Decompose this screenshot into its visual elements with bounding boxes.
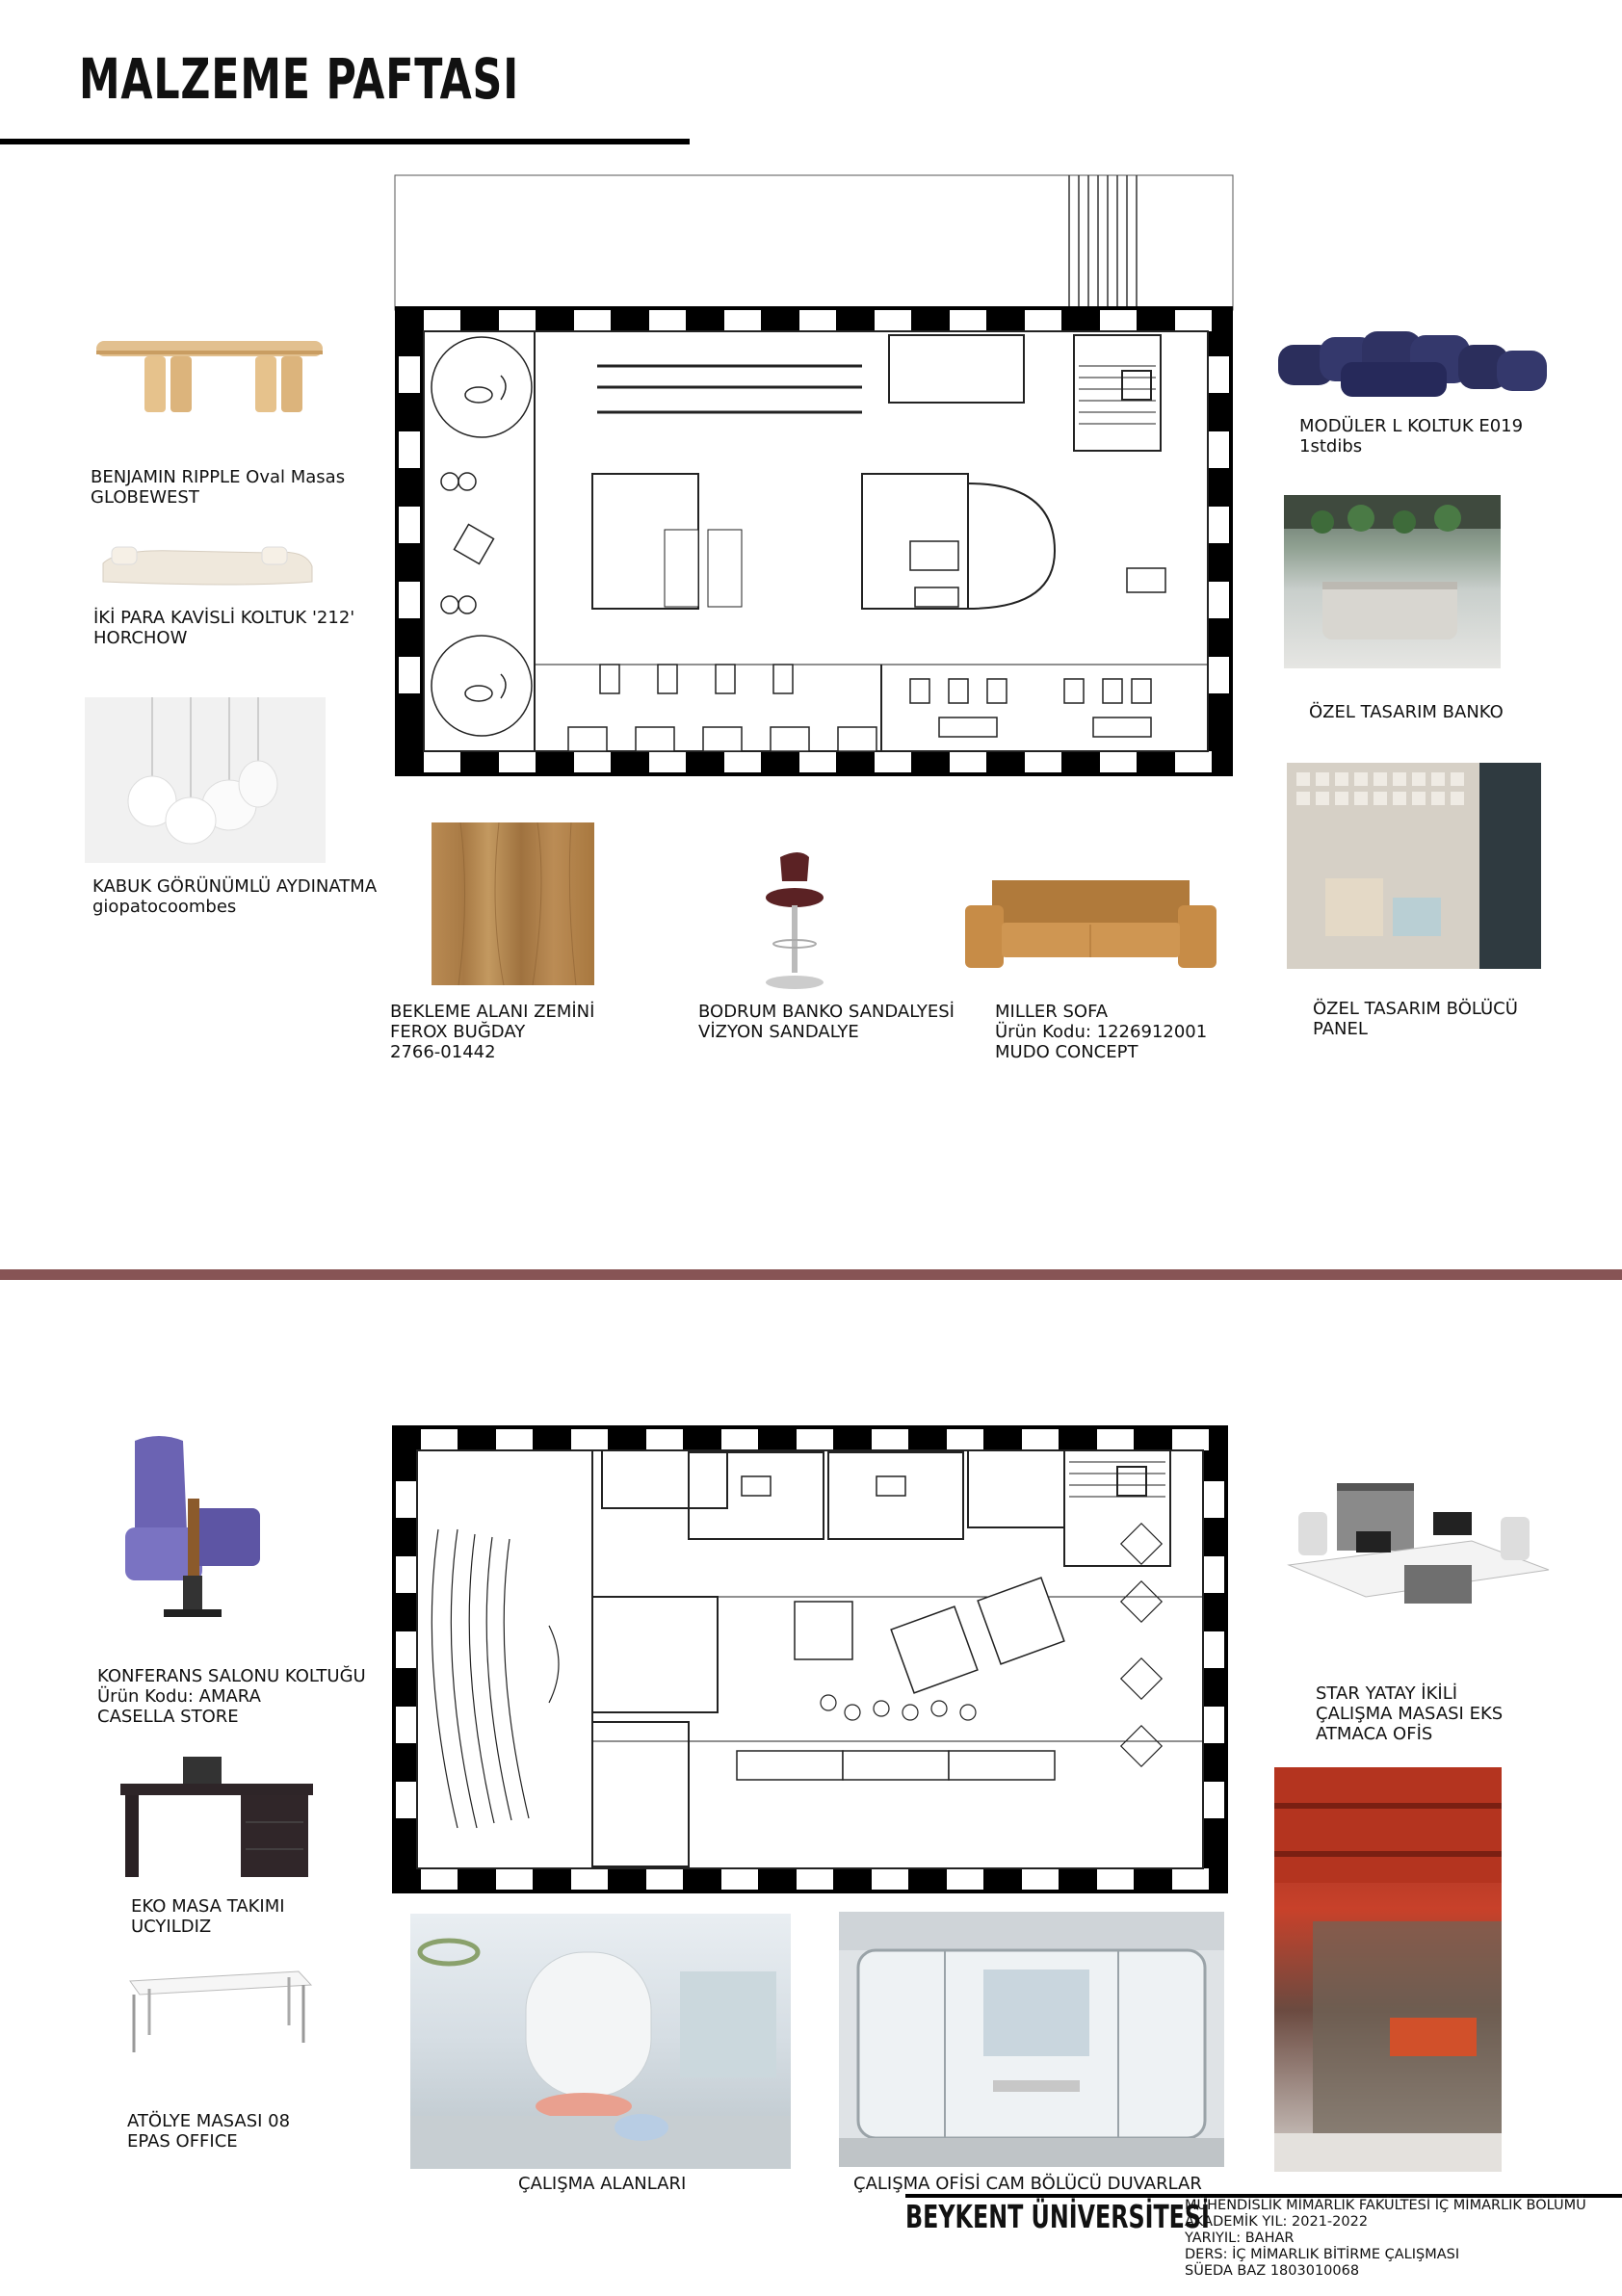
caption-aydinlatma: KABUK GÖRÜNÜMLÜ AYDINATMA giopatocoombes	[92, 876, 378, 917]
caption-benjamin: BENJAMIN RIPPLE Oval Masas GLOBEWEST	[91, 467, 346, 508]
caption-eko: EKO MASA TAKIMI UCYILDIZ	[131, 1896, 285, 1937]
conference-chair-icon	[116, 1431, 275, 1624]
footer-line: MÜHENDİSLİK MİMARLIK FAKÜLTESİ İÇ MİMARLIK BÖLÜMÜ	[1185, 2198, 1586, 2213]
footer-info	[1185, 2198, 1586, 2280]
section-divider	[0, 1269, 1622, 1280]
oval-table-icon	[92, 329, 327, 414]
caption-panel: ÖZEL TASARIM BÖLÜCÜ PANEL	[1313, 999, 1518, 1039]
workspace-photo-icon	[410, 1914, 791, 2169]
footer-line: SÜEDA BAZ 1803010068	[1185, 2263, 1360, 2279]
pendant-light-icon	[85, 697, 326, 863]
modular-sofa-icon	[1273, 327, 1553, 404]
sofa-icon	[963, 876, 1218, 973]
footer-line: AKADEMİK YIL: 2021-2022	[1185, 2214, 1369, 2230]
footer-line: DERS: İÇ MİMARLIK BİTİRME ÇALIŞMASI	[1185, 2247, 1460, 2262]
caption-atolye: ATÖLYE MASASI 08 EPAS OFFICE	[127, 2111, 291, 2152]
title-underline	[0, 139, 690, 144]
red-office-photo-icon	[1274, 1767, 1502, 2172]
ground-floor-plan	[390, 173, 1238, 780]
caption-moduler: MODÜLER L KOLTUK E019 1stdibs	[1299, 416, 1524, 457]
caption-bekleme: BEKLEME ALANI ZEMİNİ FEROX BUĞDAY 2766-01442	[390, 1002, 595, 1062]
workshop-table-icon	[120, 1968, 313, 2054]
glass-partition-photo-icon	[839, 1912, 1224, 2167]
caption-konferans: KONFERANS SALONU KOLTUĞU Ürün Kodu: AMARA CASELLA STORE	[97, 1666, 366, 1727]
divider-panel-icon	[1287, 763, 1541, 969]
footer-line: YARIYIL: BAHAR	[1185, 2231, 1295, 2246]
caption-miller: MILLER SOFA Ürün Kodu: 1226912001 MUDO CONCEPT	[995, 1002, 1208, 1062]
caption-cam-bolucu: ÇALIŞMA OFİSİ CAM BÖLÜCÜ DUVARLAR	[853, 2174, 1202, 2194]
reception-desk-icon	[1284, 495, 1501, 668]
caption-koltuk-212: İKİ PARA KAVİSLİ KOLTUK '212' HORCHOW	[93, 608, 355, 648]
curved-sofa-icon	[98, 539, 315, 587]
wood-floor-swatch-icon	[432, 822, 594, 985]
office-desk-icon	[116, 1755, 318, 1880]
caption-bodrum: BODRUM BANKO SANDALYESİ VİZYON SANDALYE	[698, 1002, 955, 1042]
page-title: MALZEME PAFTASI	[79, 46, 519, 112]
upper-floor-plan	[390, 1423, 1230, 1895]
caption-banko: ÖZEL TASARIM BANKO	[1309, 702, 1504, 722]
caption-calisma-alanlari: ÇALIŞMA ALANLARI	[518, 2174, 687, 2194]
double-desk-icon	[1279, 1474, 1558, 1652]
caption-star: STAR YATAY İKİLİ ÇALIŞMA MASASI EKS ATMACA OFİS	[1316, 1683, 1504, 1744]
bar-stool-icon	[742, 848, 848, 997]
university-name: BEYKENT ÜNİVERSİTESİ	[905, 2198, 1210, 2235]
